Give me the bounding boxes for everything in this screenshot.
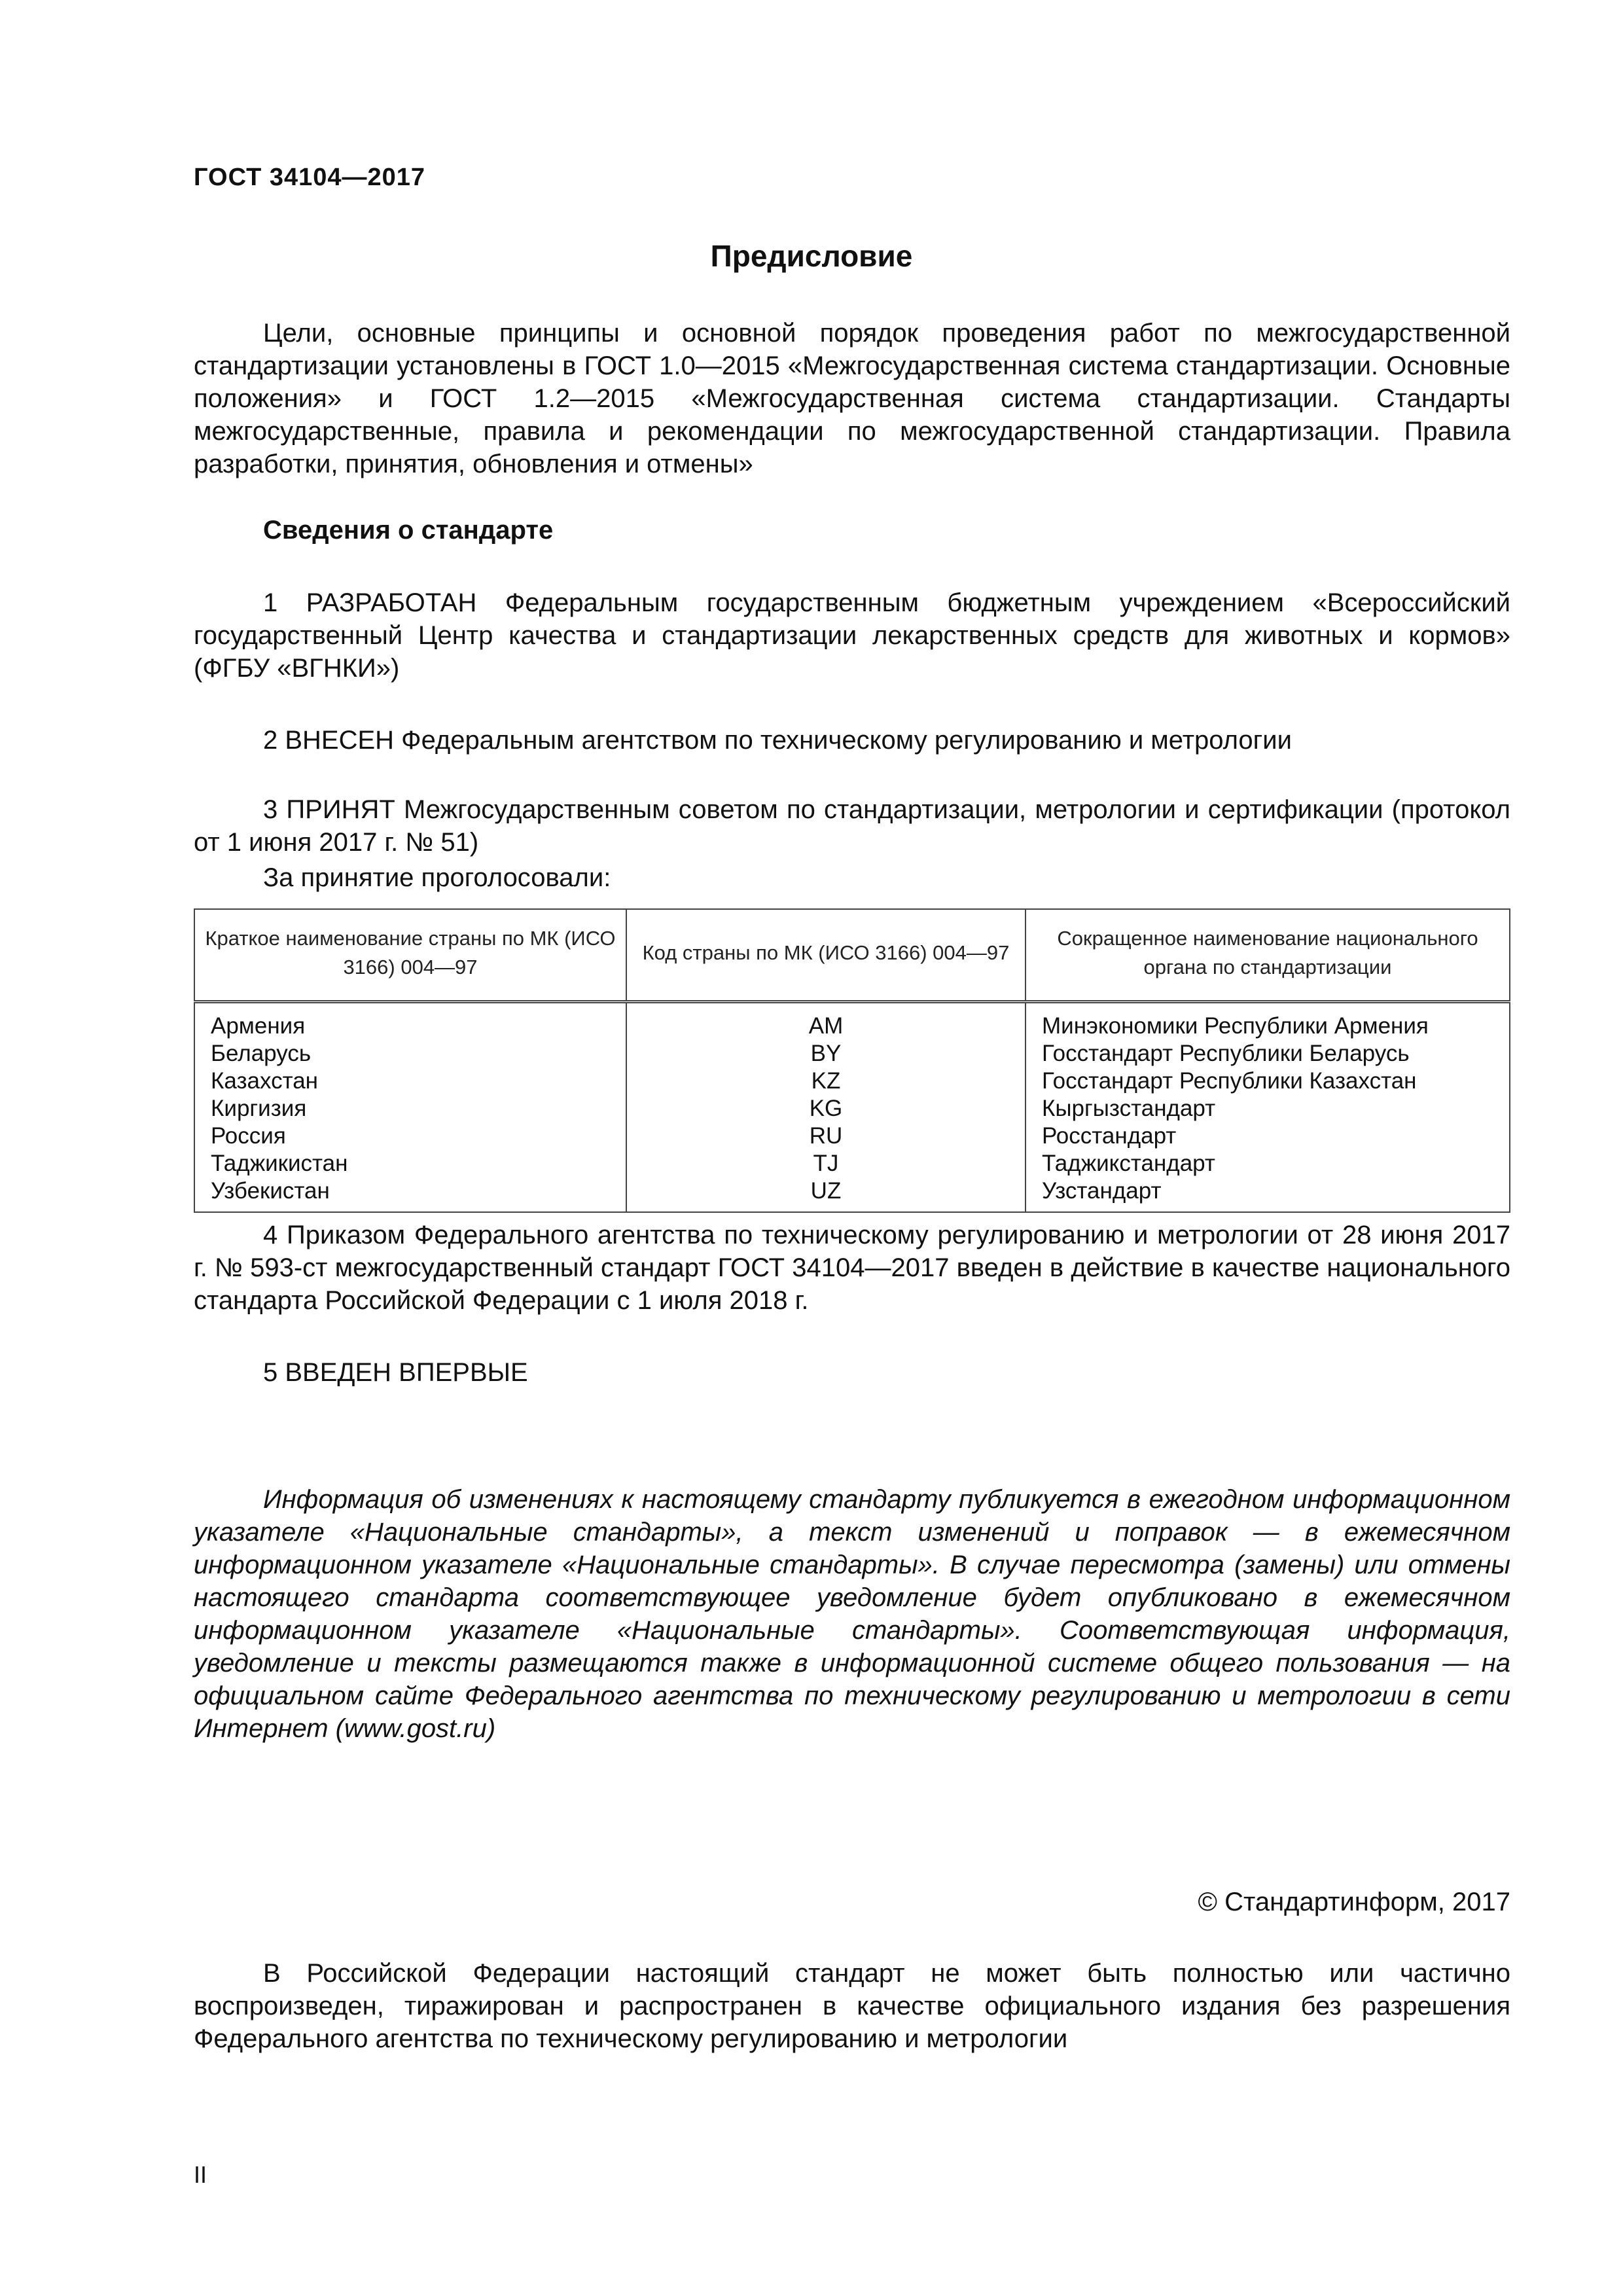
- country-code: AM: [626, 1002, 1026, 1041]
- voted-label: За принятие проголосовали:: [263, 863, 611, 892]
- country-name: Казахстан: [194, 1067, 626, 1095]
- country-name: Россия: [194, 1122, 626, 1150]
- country-code: TJ: [626, 1150, 1026, 1177]
- national-body: Госстандарт Республики Казахстан: [1026, 1067, 1510, 1095]
- page-number: II: [194, 2161, 207, 2188]
- header-national-body: Сокращенное наименование национального органа по стандартизации: [1026, 909, 1510, 1002]
- country-code: UZ: [626, 1177, 1026, 1212]
- country-code: BY: [626, 1040, 1026, 1067]
- national-body: Узстандарт: [1026, 1177, 1510, 1212]
- table-row: [194, 1040, 1510, 1067]
- intro-paragraph: Цели, основные принципы и основной порядок проведения работ по межгосударственной стандартизации установлены в ГОСТ 1.0—2015 «Межгосударственная система стандартизации. Основные положения» и ГОСТ 1.2—2015 «Межгосударственная система стандартизации. Стандарты межгосударственные, правила и рекомендации по межгосударственной стандартизации. Правила разработки, принятия, обновления и отмены»: [194, 319, 1510, 478]
- table-row: [194, 1002, 1510, 1041]
- item-5-first-introduced: 5 ВВЕДЕН ВПЕРВЫЕ: [263, 1358, 528, 1387]
- country-name: Армения: [194, 1002, 626, 1041]
- table-row: [194, 1067, 1510, 1095]
- item-4-order: 4 Приказом Федерального агентства по техническому регулированию и метрологии от 28 июня 2017 г. № 593-ст межгосударственный стандарт ГОСТ 34104—2017 введен в действие в качестве национального стандарта Российской Федерации с 1 июля 2018 г.: [194, 1221, 1510, 1315]
- table-row: [194, 1095, 1510, 1122]
- header-country-code: Код страны по МК (ИСО 3166) 004—97: [626, 909, 1026, 1002]
- header-country-name: Краткое наименование страны по МК (ИСО 3166) 004—97: [194, 909, 626, 1002]
- country-code: RU: [626, 1122, 1026, 1150]
- table-header-row: [194, 909, 1510, 1002]
- country-name: Беларусь: [194, 1040, 626, 1067]
- item-2-introduced: 2 ВНЕСЕН Федеральным агентством по техническому регулированию и метрологии: [263, 726, 1292, 755]
- table-row: [194, 1177, 1510, 1212]
- table-row: [194, 1122, 1510, 1150]
- item-3-adopted: 3 ПРИНЯТ Межгосударственным советом по стандартизации, метрологии и сертификации (протокол от 1 июня 2017 г. № 51): [194, 795, 1510, 857]
- national-body: Росстандарт: [1026, 1122, 1510, 1150]
- country-code: KG: [626, 1095, 1026, 1122]
- changes-notice: Информация об изменениях к настоящему стандарту публикуется в ежегодном информационном указателе «Национальные стандарты», а текст изменений и поправок — в ежемесячном информационном указателе «Национальные стандарты». В случае пересмотра (замены) или отмены настоящего стандарта соответствующее уведомление будет опубликовано в ежемесячном информационном указателе «Национальные стандарты». Соответствующая информация, уведомление и тексты размещаются также в информационной системе общего пользования — на официальном сайте Федерального агентства по техническому регулированию и метрологии в сети Интернет (www.gost.ru): [194, 1485, 1510, 1743]
- legal-notice: В Российской Федерации настоящий стандарт не может быть полностью или частично воспроизведен, тиражирован и распространен в качестве официального издания без разрешения Федерального агентства по техническому регулированию и метрологии: [194, 1959, 1510, 2053]
- voting-table: [194, 908, 1510, 1213]
- table-row: [194, 1150, 1510, 1177]
- item-1-developed: 1 РАЗРАБОТАН Федеральным государственным бюджетным учреждением «Всероссийский государственный Центр качества и стандартизации лекарственных средств для животных и кормов» (ФГБУ «ВГНКИ»): [194, 588, 1510, 683]
- national-body: Госстандарт Республики Беларусь: [1026, 1040, 1510, 1067]
- national-body: Минэкономики Республики Армения: [1026, 1002, 1510, 1041]
- country-name: Киргизия: [194, 1095, 626, 1122]
- country-code: KZ: [626, 1067, 1026, 1095]
- document-code: ГОСТ 34104—2017: [194, 164, 426, 191]
- country-name: Узбекистан: [194, 1177, 626, 1212]
- national-body: Таджикстандарт: [1026, 1150, 1510, 1177]
- section-subheading: Сведения о стандарте: [263, 516, 554, 545]
- national-body: Кыргызстандарт: [1026, 1095, 1510, 1122]
- copyright-line: © Стандартинформ, 2017: [1198, 1888, 1510, 1916]
- country-name: Таджикистан: [194, 1150, 626, 1177]
- page-title: Предисловие: [710, 239, 913, 273]
